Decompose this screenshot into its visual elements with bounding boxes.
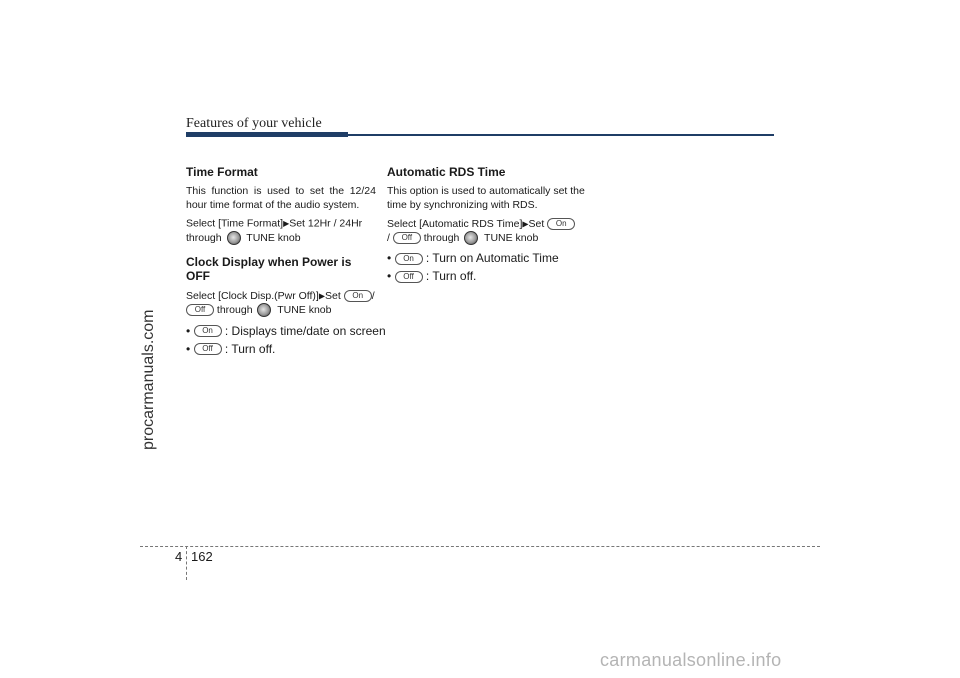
- instr-text: /: [371, 289, 375, 302]
- rds-time-desc: This option is used to automatically set the time by synchronizing with RDS.: [387, 185, 585, 211]
- on-button-icon: On: [547, 218, 575, 230]
- tune-knob-icon: [257, 303, 271, 317]
- clock-bullet-off: • Off : Turn off.: [186, 341, 276, 356]
- clock-display-instruction: [186, 289, 376, 317]
- time-format-desc: This function is used to set the 12/24 hour time format of the audio system.: [186, 185, 376, 211]
- on-button-icon: On: [344, 290, 372, 302]
- tune-knob-icon: [464, 231, 478, 245]
- left-column: [186, 165, 386, 359]
- arrow-right-icon: ▶: [283, 219, 290, 228]
- rds-time-instruction: [387, 217, 587, 245]
- instr-text: TUNE knob: [484, 231, 539, 244]
- right-column: [387, 165, 587, 286]
- instr-text: Select [Time Format]: [186, 217, 284, 230]
- instr-text: Select [Clock Disp.(Pwr Off)]: [186, 289, 319, 302]
- footer-divider: [140, 546, 820, 547]
- instr-text: Select [Automatic RDS Time]: [387, 217, 523, 230]
- clock-bullet-on: • On : Displays time/date on screen: [186, 323, 386, 338]
- instr-text: TUNE knob: [277, 304, 332, 317]
- page-number: 162: [191, 549, 213, 564]
- tune-knob-icon: [227, 231, 241, 245]
- bottom-watermark: carmanualsonline.info: [600, 650, 782, 670]
- on-button-icon: On: [194, 325, 222, 337]
- rds-time-heading: Automatic RDS Time: [387, 165, 506, 179]
- bullet-text: : Displays time/date on screen: [224, 323, 386, 338]
- footer-vertical-divider: [186, 546, 187, 580]
- off-button-icon: Off: [194, 343, 222, 355]
- clock-display-heading: Clock Display when Power is OFF: [186, 255, 352, 284]
- bullet-text: : Turn off.: [224, 341, 276, 356]
- instr-text: /: [387, 231, 390, 244]
- instr-text: through: [216, 304, 253, 317]
- on-button-icon: On: [395, 253, 423, 265]
- side-watermark: procarmanuals.com: [140, 309, 157, 450]
- rds-bullet-off: • Off : Turn off.: [387, 269, 477, 284]
- time-format-heading: Time Format: [186, 165, 258, 179]
- bullet-text: : Turn off.: [425, 269, 477, 284]
- instr-text: through: [186, 231, 222, 244]
- header-title: Features of your vehicle: [186, 116, 322, 131]
- off-button-icon: Off: [395, 271, 423, 283]
- off-button-icon: Off: [393, 232, 421, 244]
- rds-bullet-on: • On : Turn on Automatic Time: [387, 251, 559, 266]
- arrow-right-icon: ▶: [522, 219, 529, 228]
- off-button-icon: Off: [186, 304, 214, 316]
- header-rule-thin: [348, 134, 774, 136]
- header-rule-thick: [186, 132, 348, 137]
- time-format-instruction: [186, 217, 376, 245]
- instr-text: TUNE knob: [246, 231, 301, 244]
- instr-text: Set: [528, 217, 545, 230]
- instr-text: through: [423, 231, 460, 244]
- arrow-right-icon: ▶: [318, 291, 325, 301]
- instr-text: Set 12Hr / 24Hr: [289, 217, 363, 230]
- chapter-number: 4: [175, 549, 183, 564]
- bullet-text: : Turn on Automatic Time: [425, 251, 559, 266]
- instr-text: Set: [325, 289, 341, 302]
